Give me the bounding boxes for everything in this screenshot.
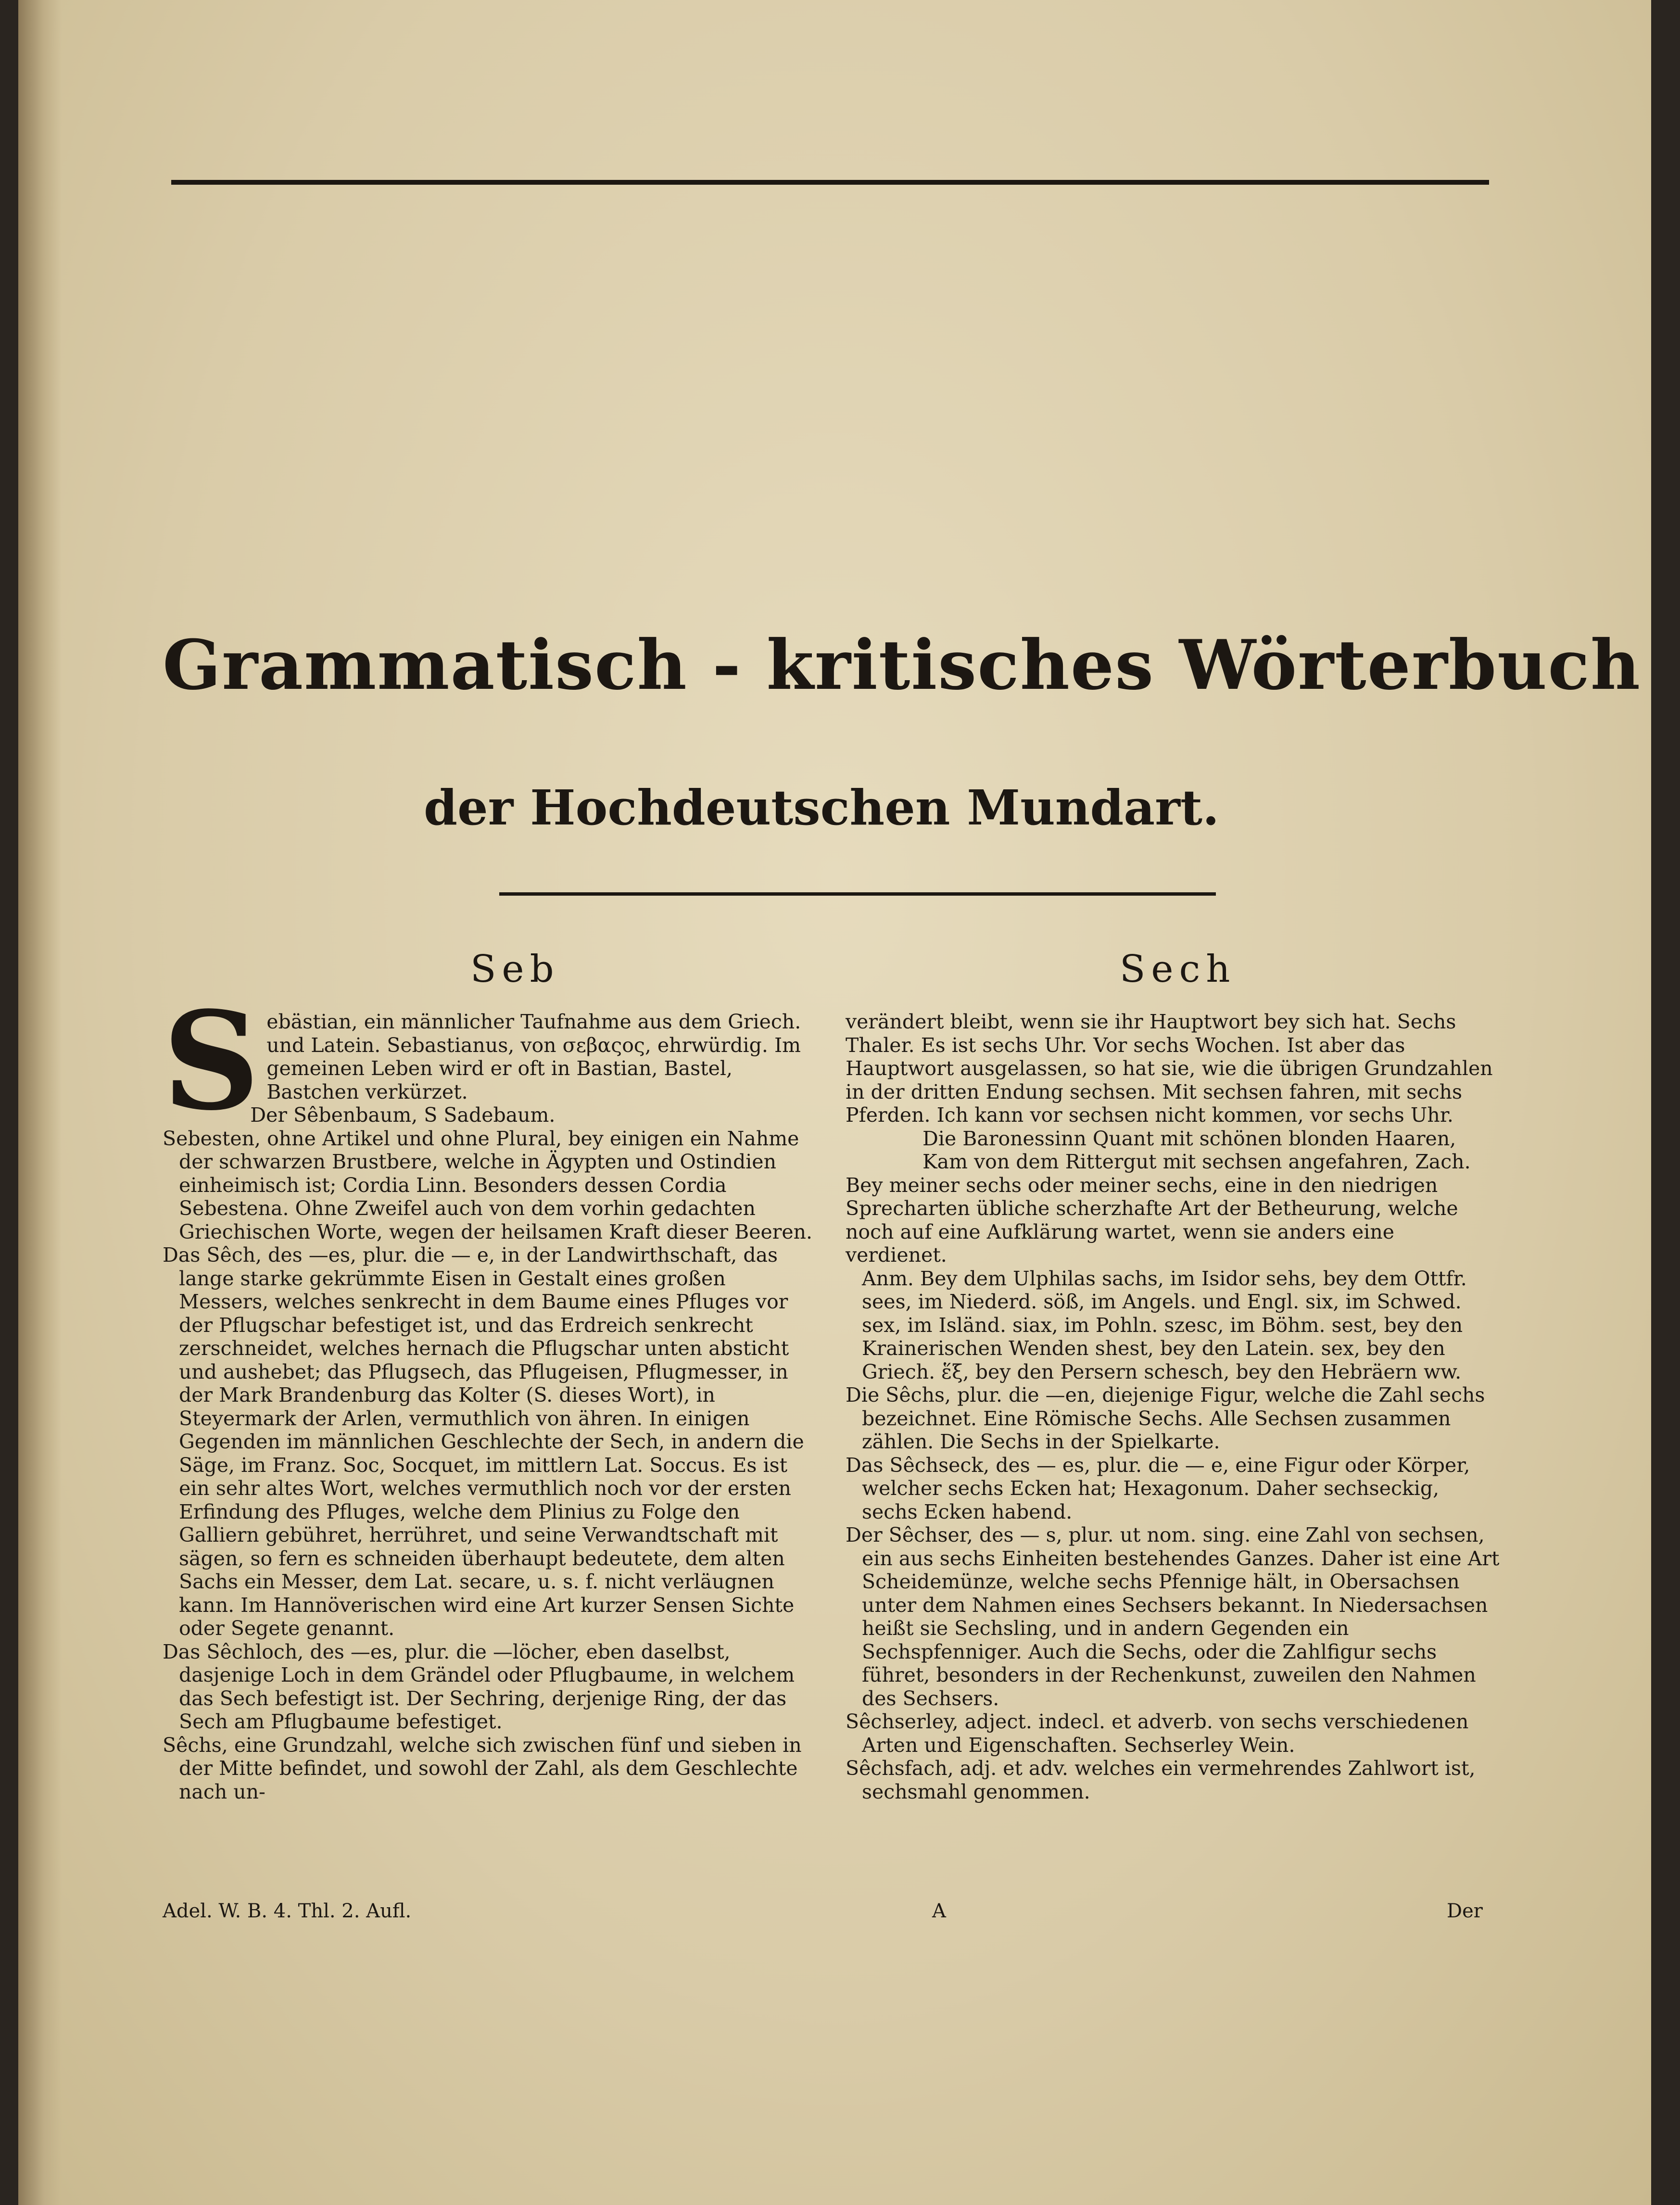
dictionary-entry: Sêchserley, adject. indecl. et adverb. von sechs verschiedenen Arten und Eigenschaften. Sechserley Wein. (846, 1710, 1469, 1757)
catchword: Der (1447, 1900, 1483, 1922)
verse-line: Die Baronessinn Quant mit schönen blonden Haaren, (922, 1127, 1456, 1150)
dictionary-entry: Sêchsfach, adj. et adv. welches ein vermehrendes Zahlwort ist, sechsmahl genommen. (846, 1757, 1476, 1803)
top-rule (171, 180, 1489, 185)
dictionary-entry: Das Sêch, des —es, plur. die — e, in der Landwirthschaft, das lange starke gekrümmte Eisen in Gestalt eines großen Messers, welches senkrecht in dem Baume eines Pfluges vor der Pflugschar befestiget ist, und das Erdreich senkrecht zerschneidet, welches hernach die Pflugschar unten absticht und aushebet; das Pflugsech, das Pflugeisen, Pflugmesser, in der Mark Brandenburg das Kolter (S. dieses Wort), in Steyermark der Arlen, vermuthlich von ähren. In einigen Gegenden im männlichen Geschlechte der Sech, in andern die Säge, im Franz. Soc, Socquet, im mittlern Lat. Soccus. Es ist ein sehr altes Wort, welches vermuthlich noch vor der ersten Erfindung des Pfluges, welche dem Plinius zu Folge den Galliern gebühret, herrühret, und seine Verwandtschaft mit sägen, so fern es schneiden überhaupt bedeutete, dem alten Sachs ein Messer, dem Lat. secare, u. s. f. nicht verläugnen kann. Im Hannöverischen wird eine Art kurzer Sensen Sichte oder Segete genannt. (163, 1243, 804, 1640)
page-title: Grammatisch - kritisches Wörterbuch (163, 625, 1642, 705)
dictionary-entry: Die Sêchs, plur. die —en, diejenige Figur, welche die Zahl sechs bezeichnet. Eine Römische Sechs. Alle Sechsen zusammen zählen. Die Sechs in der Spielkarte. (846, 1383, 1485, 1453)
running-head-left: Seb (470, 948, 560, 991)
dictionary-entry: Das Sêchloch, des —es, plur. die —löcher, eben daselbst, dasjenige Loch in dem Grändel oder Pflugbaume, in welchem das Sech befestigt ist. Der Sechring, derjenige Ring, der das Sech am Pflugbaume befestiget. (163, 1640, 795, 1733)
book-spine-shadow (18, 0, 62, 2205)
annotation: Anm. Bey dem Ulphilas sachs, im Isidor sehs, bey dem Ottfr. sees, im Niederd. söß, im Angels. und Engl. six, im Schwed. sex, im Isländ. siax, im Pohln. szesc, im Böhm. sest, bey den Krainerischen Wenden shest, bey den Latein. sex, bey den Griech. ἕξ, bey den Persern schesch, bey den Hebräern ww. (862, 1267, 1467, 1383)
page-subtitle: der Hochdeutschen Mundart. (424, 779, 1219, 836)
dictionary-entry: Der Sêbenbaum, S Sadebaum. (250, 1103, 556, 1127)
verse-line: Kam von dem Rittergut mit sechsen angefahren, Zach. (922, 1150, 1471, 1173)
book-page (18, 0, 1651, 2205)
dictionary-entry: Sêchs, eine Grundzahl, welche sich zwischen fünf und sieben in der Mitte befindet, und sowohl der Zahl, als dem Geschlechte nach un- (163, 1733, 802, 1803)
entry-note: Bey meiner sechs oder meiner sechs, eine in den niedrigen Sprecharten übliche scherzhafte Art der Betheurung, welche noch auf eine Aufklärung wartet, wenn sie anders eine verdienet. (846, 1173, 1458, 1267)
left-column (163, 982, 821, 1803)
dictionary-entry: Sebesten, ohne Artikel und ohne Plural, bey einigen ein Nahme der schwarzen Brustbere, welche in Ägypten und Ostindien einheimisch ist; Cordia Linn. Besonders dessen Cordia Sebestena. Ohne Zweifel auch von dem vorhin gedachten Griechischen Worte, wegen der heilsamen Kraft dieser Beeren. (163, 1127, 813, 1243)
signature-line: Adel. W. B. 4. Thl. 2. Aufl. (163, 1900, 412, 1922)
drop-cap: S (163, 982, 260, 1141)
entry-continuation: verändert bleibt, wenn sie ihr Hauptwort bey sich hat. Sechs Thaler. Es ist sechs Uhr. Vor sechs Wochen. Ist aber das Hauptwort ausgelassen, so hat sie, wie die übrigen Grundzahlen in der dritten Endung sechsen. Mit sechsen fahren, mit sechs Pferden. Ich kann vor sechsen nicht kommen, vor sechs Uhr. (846, 1010, 1493, 1127)
dictionary-entry: Das Sêchseck, des — es, plur. die — e, eine Figur oder Körper, welcher sechs Ecken hat; Hexagonum. Daher sechseckig, sechs Ecken habend. (846, 1453, 1470, 1523)
title-divider-rule (499, 892, 1216, 896)
running-head-right: Sech (1120, 948, 1236, 991)
entry-sebastian-text: ebästian, ein männlicher Taufnahme aus dem Griech. und Latein. Sebastianus, von σεβαςος, ehrwürdig. Im gemeinen Leben wird er oft in Bastian, Bastel, Bastchen verkürzet. (266, 1010, 801, 1103)
dictionary-entry: Der Sêchser, des — s, plur. ut nom. sing. eine Zahl von sechsen, ein aus sechs Einheiten bestehendes Ganzes. Daher ist eine Art Scheidemünze, welche sechs Pfennige hält, in Obersachsen unter dem Nahmen eines Sechsers bekannt. In Niedersachsen heißt sie Sechsling, und in andern Gegenden ein Sechspfenniger. Auch die Sechs, oder die Zahlfigur sechs führet, besonders in der Rechenkunst, zuweilen den Nahmen des Sechsers. (846, 1523, 1500, 1710)
sheet-mark: A (932, 1900, 946, 1922)
right-column (846, 1010, 1500, 1803)
